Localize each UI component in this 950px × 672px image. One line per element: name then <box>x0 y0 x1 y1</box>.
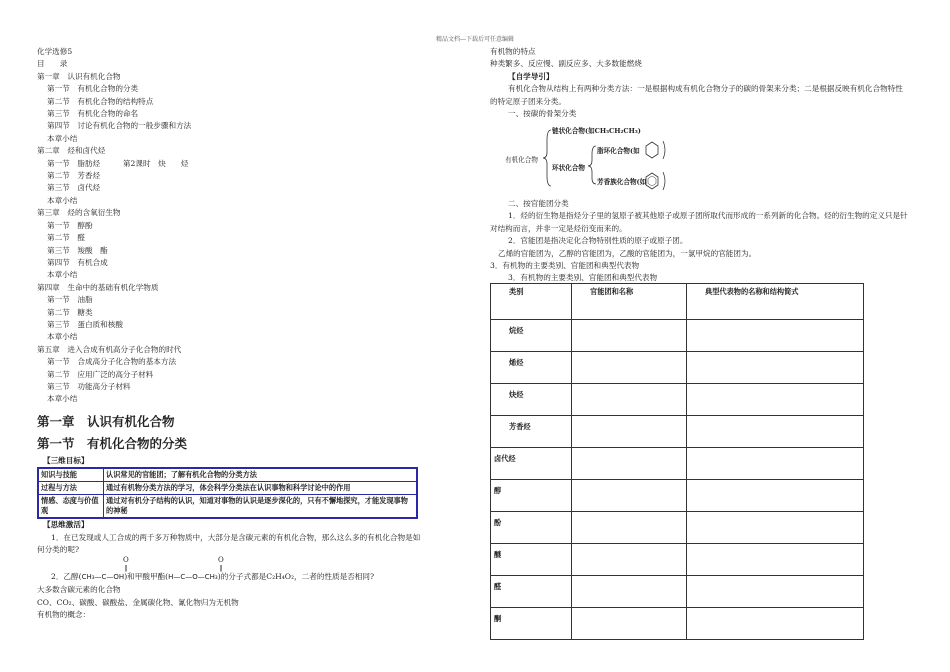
toc-line: 第四节 有机合成 <box>47 257 108 267</box>
toc-line: 第四章 生命中的基础有机化学物质 <box>37 282 159 292</box>
toc-line: 第一节 合成高分子化合物的基本方法 <box>47 357 177 367</box>
toc-line: 本章小结 <box>47 332 78 342</box>
functional-group-cell <box>572 608 687 640</box>
category-cell: 卤代烃 <box>491 448 572 480</box>
toc-line: 第二节 醛 <box>47 233 85 243</box>
subheading-skeleton: 一、按碳的骨架分类 <box>508 109 577 119</box>
goals-heading: 【三维目标】 <box>43 455 89 465</box>
category-cell: 酮 <box>491 608 572 640</box>
toc-line: 本章小结 <box>47 195 78 205</box>
toc-line: 本章小结 <box>47 270 78 280</box>
double-bond-2: ‖ <box>219 565 223 573</box>
table-header-row <box>491 284 864 320</box>
representative-cell <box>687 320 864 352</box>
functional-group-cell <box>572 448 687 480</box>
toc-line: 第三章 烃的含氧衍生物 <box>37 208 121 218</box>
section-title: 第一节 有机化合物的分类 <box>37 435 188 451</box>
representative-cell <box>687 352 864 384</box>
right-column <box>490 46 910 120</box>
carbonyl-o-1: O <box>123 556 129 565</box>
toc-line: 第二节 有机化合物的结构特点 <box>47 96 154 106</box>
goal-value: 通过有机物分类方法的学习，体会科学分类法在认识事物和科学讨论中的作用 <box>104 482 418 495</box>
q2-text-b: )和甲酸甲酯( <box>124 572 169 582</box>
col-header-representative: 典型代表物的名称和结构简式 <box>687 284 864 320</box>
classification-diagram <box>505 120 685 198</box>
functional-group-cell <box>572 416 687 448</box>
table-of-contents <box>37 71 437 406</box>
representative-cell <box>687 512 864 544</box>
table-row <box>38 468 417 482</box>
representative-cell <box>687 448 864 480</box>
page-header: 精品文档---下载后可任意编辑 <box>435 36 515 43</box>
functional-group-cell <box>572 320 687 352</box>
features-text: 种类繁多、反应慢、副反应多、大多数能燃烧 <box>490 59 642 69</box>
question-2 <box>37 558 437 584</box>
left-tail-1: 大多数含碳元素的化合物 <box>37 585 121 595</box>
course-title: 化学选修5 <box>37 47 73 56</box>
paragraph-table-intro-2: 3．有机物的主要类别、官能团和典型代表物 <box>508 273 658 283</box>
goals-table <box>37 467 418 519</box>
cyclohexane-ring <box>646 142 658 158</box>
question-1: 1．在已发现或人工合成的两千多万种物质中，大部分是含碳元素的有机化合物，那么这么多的有机化合物是如何分类的呢? <box>37 532 421 554</box>
toc-line: 本章小结 <box>47 133 78 143</box>
category-cell: 酚 <box>491 512 572 544</box>
toc-line: 第一节 油脂 <box>47 295 93 305</box>
formula-ethanol: CH₃—C—OH <box>81 573 125 582</box>
category-cell: 醇 <box>491 480 572 512</box>
col-header-functional-group: 官能团和名称 <box>572 284 687 320</box>
toc-line: 第二节 糖类 <box>47 307 93 317</box>
formula-methyl-formate: H—C—O—CH₃ <box>168 573 218 582</box>
table-row <box>491 352 864 384</box>
table-row <box>491 320 864 352</box>
features-heading: 有机物的特点 <box>490 47 536 56</box>
category-cell: 醚 <box>491 544 572 576</box>
table-row <box>491 448 864 480</box>
functional-group-cell <box>572 480 687 512</box>
toc-line: 第一节 有机化合物的分类 <box>47 84 139 94</box>
chapter-title: 第一章 认识有机化合物 <box>37 413 175 429</box>
functional-group-cell <box>572 384 687 416</box>
category-cell: 醛 <box>491 576 572 608</box>
toc-line: 第三节 羧酸 酯 <box>47 245 108 255</box>
diagram-aromatic: 芳香族化合物(如 <box>597 178 647 186</box>
diagram-ring: 环状化合物 <box>552 164 585 172</box>
paragraph-functional-group: 2．官能团是指决定化合物特别性质的原子或原子团。 <box>508 236 688 246</box>
left-tail-2: CO、CO₂、碳酸、碳酸盐、金属碳化物、氰化物归为无机物 <box>37 597 239 607</box>
functional-group-cell <box>572 576 687 608</box>
category-cell: 烯烃 <box>491 352 572 384</box>
table-row <box>491 576 864 608</box>
q2-text-c: )的分子式都是C₂H₄O₂，二者的性质是否相同? <box>217 572 375 582</box>
paragraph-groups: 乙烯的官能团为，乙醇的官能团为，乙酸的官能团为，一氯甲烷的官能团为。 <box>498 248 757 258</box>
toc-line: 第四节 讨论有机化合物的一般步骤和方法 <box>47 121 192 131</box>
double-bond-1: ‖ <box>124 565 128 573</box>
representative-cell <box>687 384 864 416</box>
table-row <box>38 482 417 495</box>
think-heading: 【思维激活】 <box>43 520 89 530</box>
paragraph-table-intro-1: 3．有机物的主要类别、官能团和典型代表物 <box>490 261 640 271</box>
q2-text-a: 2．乙醇( <box>51 572 82 582</box>
self-study-heading: 【自学导引】 <box>508 71 554 81</box>
table-body <box>491 320 864 640</box>
toc-line: 本章小结 <box>47 394 78 404</box>
table-row <box>491 416 864 448</box>
representative-cell <box>687 480 864 512</box>
table-row <box>491 544 864 576</box>
goal-key: 情感、态度与价值观 <box>38 495 104 519</box>
representative-cell <box>687 416 864 448</box>
diagram-chain: 链状化合物(如CH₃CH₂CH₃) <box>552 127 641 135</box>
functional-group-cell <box>572 544 687 576</box>
diagram-alicyclic: 脂环化合物(如 <box>597 147 640 155</box>
goal-key: 知识与技能 <box>38 468 104 482</box>
functional-group-cell <box>572 352 687 384</box>
toc-line: 第二章 烃和卤代烃 <box>37 146 106 156</box>
toc-line: 第三节 卤代烃 <box>47 183 101 193</box>
diagram-root: 有机化合物 <box>505 156 538 164</box>
toc-line: 第一节 醇酚 <box>47 220 93 230</box>
goal-value: 认识常见的官能团；了解有机化合物的分类方法 <box>104 468 418 482</box>
representative-cell <box>687 576 864 608</box>
goal-key: 过程与方法 <box>38 482 104 495</box>
goal-value: 通过对有机分子结构的认识，知道对事物的认识是逐步深化的，只有不懈地探究，才能发现事物的神秘 <box>104 495 418 519</box>
col-header-category: 类别 <box>491 284 572 320</box>
toc-line: 第五章 进入合成有机高分子化合物的时代 <box>37 344 182 354</box>
representative-cell <box>687 608 864 640</box>
left-tail-3: 有机物的概念： <box>37 610 91 620</box>
subheading-functional-group: 二、按官能团分类 <box>508 199 569 208</box>
toc-line: 第一节 脂肪烃 第2课时 炔 烃 <box>47 158 189 168</box>
table-row <box>38 495 417 519</box>
toc-line: 第三节 有机化合物的命名 <box>47 109 139 119</box>
paragraph-derivatives: 1．烃的衍生物是指烃分子里的氢原子被其他原子或原子团所取代而形成的一系列新的化合物。烃的衍生物的定义只是针对结构而言，并非一定是烃衍变而来的。 <box>490 211 908 233</box>
right-column-lower <box>490 198 910 285</box>
representative-cell <box>687 544 864 576</box>
toc-line: 第二节 应用广泛的高分子材料 <box>47 369 154 379</box>
paragraph-intro: 有机化合物从结构上有两种分类方法：一是根据构成有机化合物分子的碳的骨架来分类；二是根据反映有机化合物特性的特定原子团来分类。 <box>490 84 903 106</box>
category-cell: 芳香烃 <box>491 416 572 448</box>
carbonyl-o-2: O <box>218 556 224 565</box>
toc-line: 第三节 功能高分子材料 <box>47 381 131 391</box>
toc-line: 第三节 蛋白质和核酸 <box>47 319 123 329</box>
toc-line: 第一章 认识有机化合物 <box>37 71 121 81</box>
toc-heading: 目 录 <box>37 59 68 69</box>
organic-classes-table <box>490 283 864 640</box>
toc-line: 第二节 芳香烃 <box>47 171 101 181</box>
functional-group-cell <box>572 512 687 544</box>
table-row <box>491 608 864 640</box>
category-cell: 炔烃 <box>491 384 572 416</box>
left-column <box>37 46 437 622</box>
table-row <box>491 512 864 544</box>
table-row <box>491 480 864 512</box>
table-row <box>491 384 864 416</box>
category-cell: 烷烃 <box>491 320 572 352</box>
